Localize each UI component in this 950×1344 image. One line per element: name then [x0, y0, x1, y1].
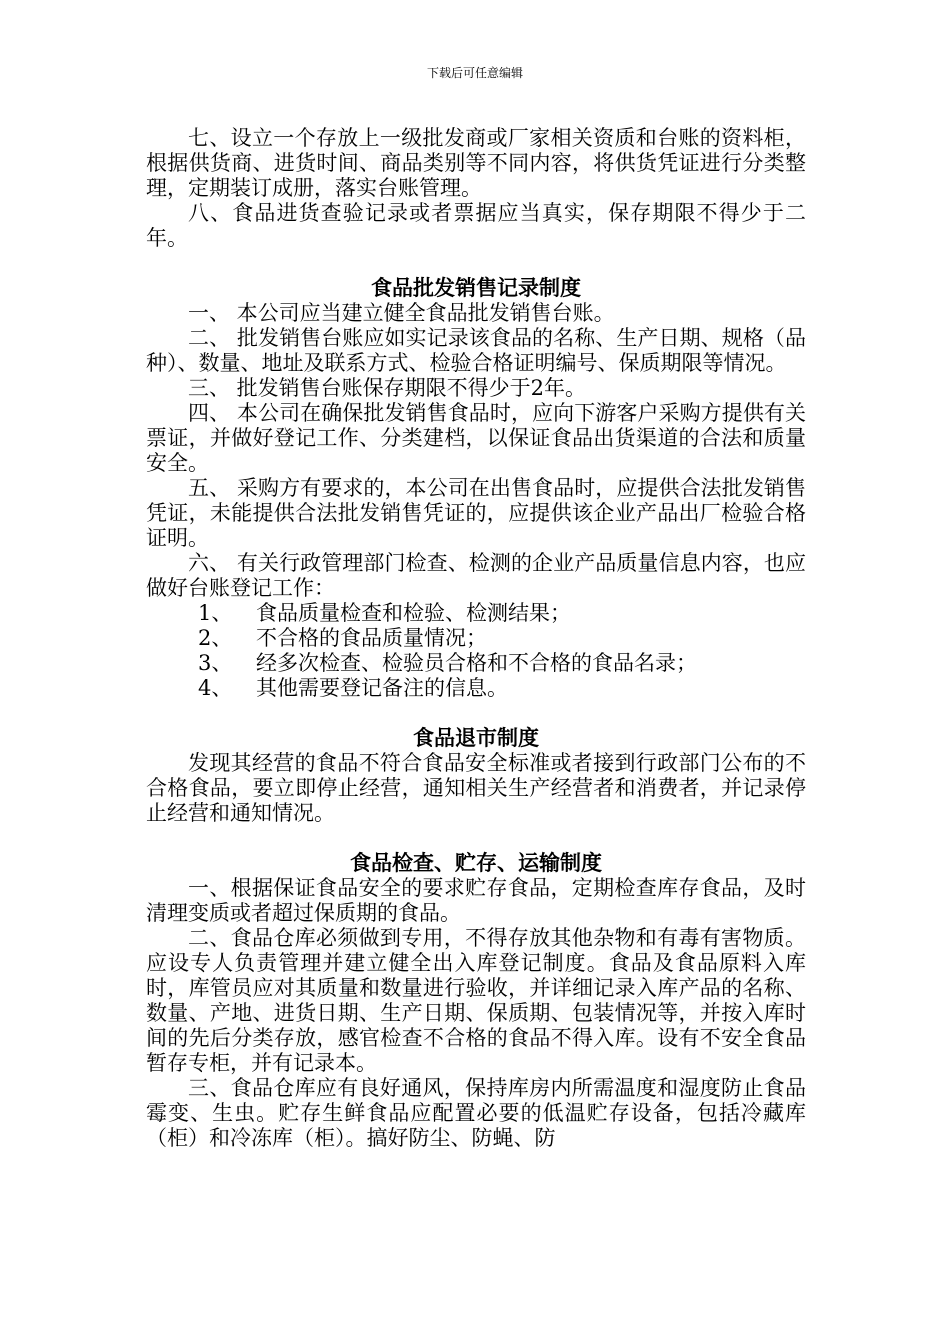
list-item-number: 4、: [198, 676, 233, 700]
paragraph-wholesale-3: 三、 批发销售台账保存期限不得少于2年。: [188, 376, 587, 400]
document-body: [146, 126, 806, 1151]
paragraph-wholesale-1: 一、 本公司应当建立健全食品批发销售台账。: [188, 301, 615, 325]
list-item-number: 3、: [198, 651, 233, 675]
list-item-text: 经多次检查、检验员合格和不合格的食品名录；: [256, 651, 697, 675]
paragraph-storage-1: 一、根据保证食品安全的要求贮存食品，定期检查库存食品，及时清理变质或者超过保质期的食品。: [146, 876, 806, 925]
section-title-wholesale: 食品批发销售记录制度: [371, 276, 581, 300]
list-item: [146, 601, 806, 626]
paragraph-wholesale-2: 二、 批发销售台账应如实记录该食品的名称、生产日期、规格（品种）、数量、地址及联系方式、检验合格证明编号、保质期限等情况。: [146, 326, 806, 375]
paragraph-intro-8: 八、食品进货查验记录或者票据应当真实，保存期限不得少于二年。: [146, 201, 806, 250]
list-item-text: 不合格的食品质量情况；: [256, 626, 487, 650]
list-item: [146, 651, 806, 676]
list-item: [146, 676, 806, 701]
list-item-number: 1、: [198, 601, 233, 625]
paragraph-intro-7: 七、设立一个存放上一级批发商或厂家相关资质和台账的资料柜，根据供货商、进货时间、商品类别等不同内容，将供货凭证进行分类整理，定期装订成册，落实台账管理。: [146, 126, 806, 200]
paragraph-wholesale-4: 四、 本公司在确保批发销售食品时，应向下游客户采购方提供有关票证，并做好登记工作、分类建档，以保证食品出货渠道的合法和质量安全。: [146, 401, 806, 475]
paragraph-storage-3: 三、食品仓库应有良好通风，保持库房内所需温度和湿度防止食品霉变、生虫。贮存生鲜食品应配置必要的低温贮存设备，包括冷藏库（柜）和冷冻库（柜）。搞好防尘、防蝇、防: [146, 1076, 806, 1150]
paragraph-storage-2: 二、食品仓库必须做到专用，不得存放其他杂物和有毒有害物质。应设专人负责管理并建立健全出入库登记制度。食品及食品原料入库时，库管员应对其质量和数量进行验收，并详细记录入库产品的名称、数量、产地、进货日期、生产日期、保质期、包装情况等，并按入库时间的先后分类存放，感官检查不合格的食品不得入库。设有不安全食品暂存专柜，并有记录本。: [146, 926, 806, 1075]
paragraph-recall-1: 发现其经营的食品不符合食品安全标准或者接到行政部门公布的不合格食品，要立即停止经营，通知相关生产经营者和消费者，并记录停止经营和通知情况。: [146, 751, 806, 825]
list-item-text: 其他需要登记备注的信息。: [256, 676, 508, 700]
paragraph-wholesale-6: 六、 有关行政管理部门检查、检测的企业产品质量信息内容，也应做好台账登记工作：: [146, 551, 806, 600]
page-header-note: 下载后可任意编辑: [426, 66, 523, 80]
section-title-recall: 食品退市制度: [413, 726, 539, 750]
list-item: [146, 626, 806, 651]
list-item-text: 食品质量检查和检验、检测结果；: [256, 601, 571, 625]
list-item-number: 2、: [198, 626, 233, 650]
paragraph-wholesale-5: 五、 采购方有要求的，本公司在出售食品时，应提供合法批发销售凭证，未能提供合法批发销售凭证的，应提供该企业产品出厂检验合格证明。: [146, 476, 806, 550]
section-title-storage: 食品检查、贮存、运输制度: [350, 851, 602, 875]
